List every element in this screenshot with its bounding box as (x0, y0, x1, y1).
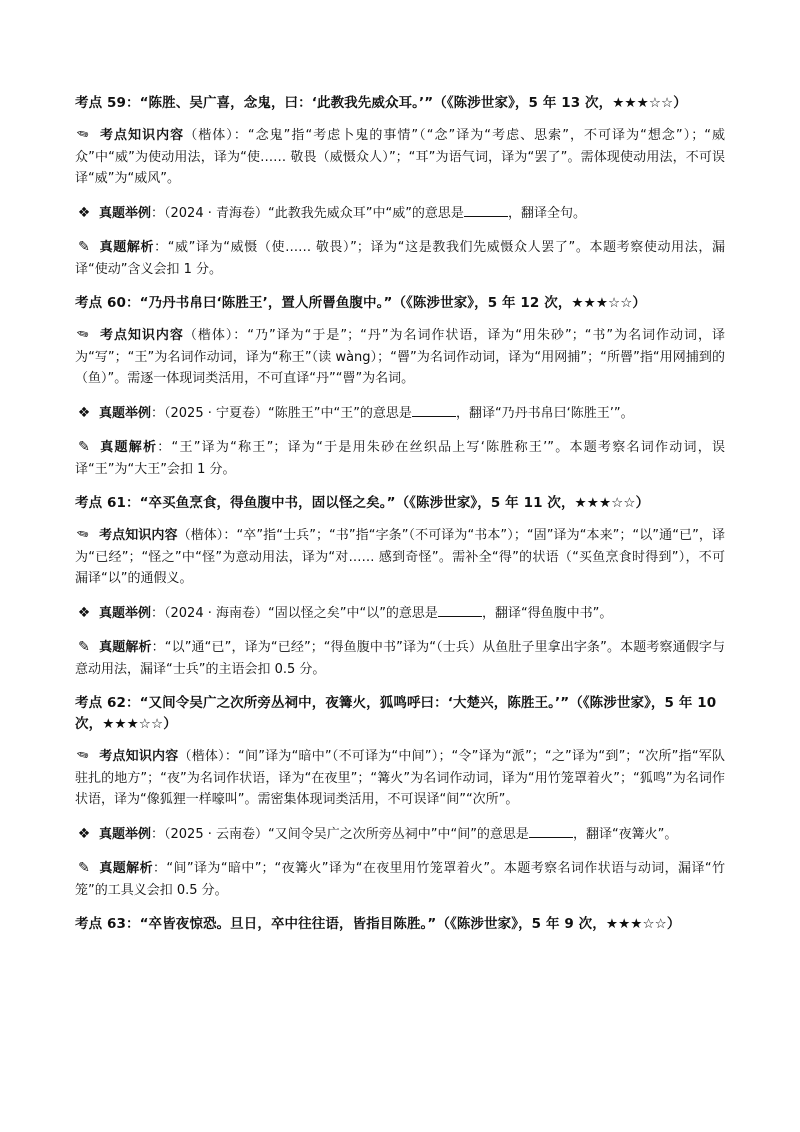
exam-point-62 (75, 693, 725, 901)
answer-blank (412, 404, 456, 417)
analysis-paragraph (75, 858, 725, 901)
knowledge-text: （楷体）：“卒”指“士兵”；“书”指“字条”（不可译为“书本”）；“固”译为“本来”；“以”通“已”，译为“已经”；“怪之”中“怪”为意动用法，译为“对…… 感到奇怪”。需补全“得”的状语（“买鱼烹食时得到”），不可漏译“以”的通假义。 (75, 528, 725, 586)
knowledge-paragraph (75, 746, 725, 811)
answer-blank (529, 825, 573, 838)
example-text-end: ，翻译“乃丹书帛曰‘陈胜王’”。 (455, 405, 634, 421)
answer-blank (464, 204, 508, 217)
analysis-label: 真题解析 (99, 640, 152, 655)
exam-point-61 (75, 493, 725, 680)
example-text: ：（2024 · 海南卷）“固以怪之矣”中“以”的意思是 (151, 605, 438, 621)
knowledge-text: （楷体）：“念鬼”指“考虑卜鬼的事情”（“念”译为“考虑、思索”，不可译为“想念”）；“威众”中“威”为使动用法，译为“使…… 敬畏（威慑众人）”；“耳”为语气词，译为“罢了”。需体现使动用法，不可误译“威”为“威风”。 (75, 128, 725, 186)
knowledge-label: 考点知识内容 (99, 528, 178, 543)
analysis-text: ：“威”译为“威慑（使…… 敬畏）”；译为“这是教我们先威慑众人罢了”。本题考察使动用法，漏译“使动”含义会扣 1 分。 (75, 240, 725, 277)
example-label: 真题举例 (99, 826, 152, 842)
pen-icon: ✎ (78, 860, 90, 876)
example-label: 真题举例 (99, 605, 152, 621)
exam-point-heading: 考点 62：“又间令吴广之次所旁丛祠中，夜篝火，狐鸣呼曰：‘大楚兴，陈胜王。’”（《陈涉世家》，5 年 10 次，★★★☆☆） (75, 695, 717, 732)
example-text-end: ，翻译“夜篝火”。 (572, 826, 678, 842)
pencil-icon: ✐ (74, 325, 93, 345)
exam-point-63-heading: 考点 63：“卒皆夜惊恐。旦日，卒中往往语，皆指目陈胜。”（《陈涉世家》，5 年 9 次，★★★☆☆） (75, 916, 681, 932)
example-label: 真题举例 (99, 205, 152, 221)
analysis-text: ：“以”通“已”，译为“已经”；“得鱼腹中书”译为“（士兵）从鱼肚子里拿出字条”。本题考察通假字与意动用法，漏译“士兵”的主语会扣 0.5 分。 (75, 640, 725, 677)
knowledge-text: （楷体）：“间”译为“暗中”（不可译为“中间”）；“令”译为“派”；“之”译为“到”；“次所”指“军队驻扎的地方”；“夜”为名词作状语，译为“在夜里”；“篝火”为名词作动词，译为“用竹笼罩着火”；“狐鸣”为名词作状语，译为“像狐狸一样嚎叫”。需密集体现词类活用，不可误译“间”“次所”。 (75, 749, 725, 807)
knowledge-paragraph (75, 125, 725, 190)
analysis-paragraph (75, 437, 725, 480)
example-text: ：（2025 · 宁夏卷）“陈胜王”中“王”的意思是 (151, 405, 412, 421)
pencil-icon: ✐ (74, 746, 93, 766)
pen-icon: ✎ (78, 239, 90, 255)
pencil-icon: ✐ (74, 525, 93, 545)
diamond-bullet-icon: ❖ (77, 604, 91, 621)
diamond-bullet-icon: ❖ (77, 825, 91, 842)
example-paragraph (75, 824, 725, 846)
analysis-text: ：“间”译为“暗中”；“夜篝火”译为“在夜里用竹笼罩着火”。本题考察名词作状语与动词，漏译“竹笼”的工具义会扣 0.5 分。 (75, 861, 725, 898)
knowledge-paragraph (75, 525, 725, 590)
example-text: ：（2024 · 青海卷）“此教我先威众耳”中“威”的意思是 (151, 205, 464, 221)
knowledge-label: 考点知识内容 (99, 328, 184, 343)
analysis-text: ：“王”译为“称王”；译为“于是用朱砂在丝织品上写‘陈胜称王’”。本题考察名词作动词，误译“王”为“大王”会扣 1 分。 (75, 440, 725, 477)
example-paragraph (75, 603, 725, 625)
diamond-bullet-icon: ❖ (77, 404, 91, 421)
example-paragraph (75, 403, 725, 425)
analysis-paragraph (75, 637, 725, 680)
example-text-end: ，翻译全句。 (507, 205, 586, 221)
example-paragraph (75, 203, 725, 225)
knowledge-label: 考点知识内容 (99, 128, 185, 143)
answer-blank (438, 604, 482, 617)
pen-icon: ✎ (78, 639, 90, 655)
example-text-end: ，翻译“得鱼腹中书”。 (481, 605, 613, 621)
analysis-label: 真题解析 (99, 240, 155, 255)
knowledge-label: 考点知识内容 (99, 749, 179, 764)
exam-point-59 (75, 93, 725, 280)
example-text: ：（2025 · 云南卷）“又间令吴广之次所旁丛祠中”中“间”的意思是 (151, 826, 529, 842)
analysis-paragraph (75, 237, 725, 280)
exam-point-heading: 考点 61：“卒买鱼烹食，得鱼腹中书，固以怪之矣。”（《陈涉世家》，5 年 11 次，★★★☆☆） (75, 495, 650, 511)
pen-icon: ✎ (78, 439, 90, 455)
diamond-bullet-icon: ❖ (77, 204, 91, 221)
document-page (75, 93, 725, 946)
pencil-icon: ✐ (74, 125, 93, 145)
exam-point-heading: 考点 60：“乃丹书帛曰‘陈胜王’，置人所罾鱼腹中。”（《陈涉世家》，5 年 12 次，★★★☆☆） (75, 295, 647, 311)
knowledge-paragraph (75, 325, 725, 390)
analysis-label: 真题解析 (99, 440, 158, 455)
analysis-label: 真题解析 (99, 861, 153, 876)
exam-point-heading: 考点 59：“陈胜、吴广喜，念鬼，曰：‘此教我先威众耳。’”（《陈涉世家》，5 年 13 次，★★★☆☆） (75, 95, 687, 111)
example-label: 真题举例 (99, 405, 152, 421)
exam-point-60 (75, 293, 725, 480)
knowledge-text: （楷体）：“乃”译为“于是”；“丹”为名词作状语，译为“用朱砂”；“书”为名词作动词，译为“写”；“王”为名词作动词，译为“称王”（读 wàng）；“罾”为名词作动词，译为“用网捕”；“所罾”指“用网捕到的（鱼）”。需逐一体现词类活用，不可直译“丹”“罾”为名词。 (75, 328, 725, 386)
